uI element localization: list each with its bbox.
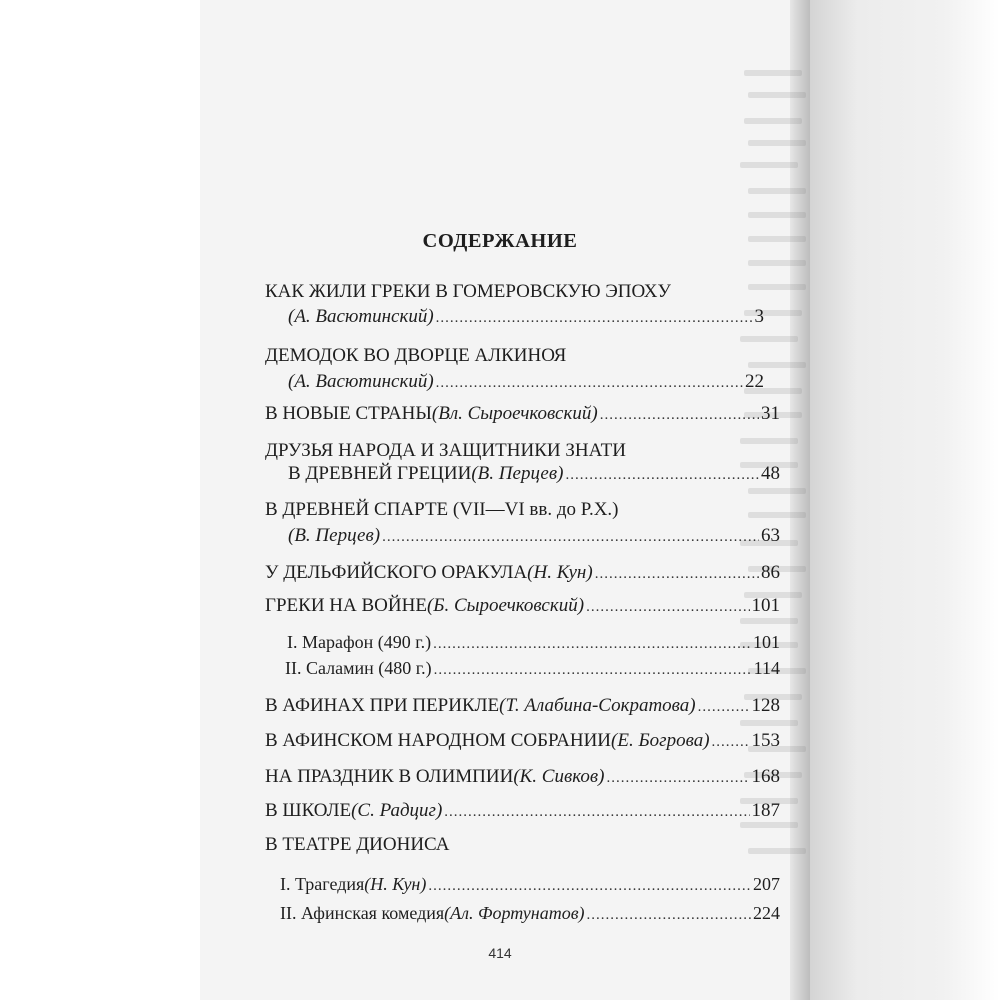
toc-entry: [265, 765, 780, 790]
toc-entry-page: 128: [751, 695, 780, 716]
toc-entry-page: 114: [753, 658, 780, 678]
toc-entry-title: ДЕМОДОК ВО ДВОРЦЕ АЛКИНОЯ: [265, 345, 567, 366]
leader-dots: [586, 595, 749, 619]
toc-entry: [265, 594, 780, 619]
leader-dots: [436, 371, 743, 395]
toc-entry: [288, 524, 780, 549]
toc-entry-page: 168: [751, 766, 780, 787]
toc-entry-title: В ДРЕВНЕЙ ГРЕЦИИ: [288, 463, 472, 484]
toc-entry: [265, 439, 785, 463]
toc-entry-author: (Н. Кун): [364, 874, 427, 894]
toc-entry: [288, 370, 764, 395]
toc-entry-page: 207: [753, 874, 780, 894]
toc-entry-author: (Вл. Сыроечковский): [431, 403, 598, 424]
toc-entry-title: В АФИНАХ ПРИ ПЕРИКЛЕ: [265, 695, 500, 716]
page-number: 414: [488, 945, 512, 961]
toc-entry-title: В НОВЫЕ СТРАНЫ: [265, 403, 432, 424]
leader-dots: [600, 403, 759, 427]
toc-entry: [265, 402, 780, 427]
toc-entry: [288, 462, 780, 487]
toc-entry-author: (К. Сивков): [513, 766, 605, 787]
toc-entry-title: В ТЕАТРЕ ДИОНИСА: [265, 834, 450, 855]
leader-dots: [436, 306, 753, 330]
leader-dots: [434, 658, 752, 682]
toc-entry-author: (Е. Богрова): [611, 730, 710, 751]
toc-entry: [265, 344, 785, 368]
toc-entry-author: (А. Васютинский): [288, 306, 434, 327]
contents-heading: СОДЕРЖАНИЕ: [422, 230, 578, 252]
toc-entry-author: (Б. Сыроечковский): [426, 595, 585, 616]
toc-entry-author: (В. Перцев): [288, 525, 381, 546]
leader-dots: [587, 903, 751, 927]
toc-entry-title: II. Афинская комедия: [280, 903, 445, 923]
leader-dots: [565, 463, 759, 487]
toc-subentry: [285, 656, 780, 682]
toc-entry: [265, 498, 785, 522]
toc-entry: [265, 694, 780, 719]
toc-entry-page: 101: [753, 632, 780, 652]
toc-entry-author: (Т. Алабина-Сократова): [499, 695, 696, 716]
toc-entry-page: 22: [745, 371, 764, 392]
toc-entry: [265, 729, 780, 754]
leader-dots: [698, 695, 750, 719]
toc-entry-page: 101: [751, 595, 780, 616]
toc-entry: [288, 305, 764, 330]
toc-entry: [265, 833, 780, 857]
toc-entry-page: 187: [751, 800, 780, 821]
toc-entry-page: 31: [761, 403, 780, 424]
toc-entry-title: ГРЕКИ НА ВОЙНЕ: [265, 595, 427, 616]
toc-entry: [265, 280, 785, 304]
leader-dots: [433, 632, 751, 656]
leader-dots: [444, 800, 749, 824]
toc-entry-author: (С. Радциг): [351, 800, 443, 821]
toc-entry-page: 3: [754, 306, 764, 327]
toc-subentry: [280, 901, 780, 927]
toc-entry-title: В ШКОЛЕ: [265, 800, 352, 821]
toc-subentry: [280, 872, 780, 898]
leader-dots: [428, 874, 751, 898]
toc-entry-title: В ДРЕВНЕЙ СПАРТЕ (VII—VI вв. до Р.Х.): [265, 499, 619, 520]
toc-entry-author: (А. Васютинский): [288, 371, 434, 392]
toc-entry-page: 224: [753, 903, 780, 923]
toc-entry: [265, 799, 780, 824]
leader-dots: [382, 525, 759, 549]
toc-entry-title: I. Трагедия: [280, 874, 365, 894]
toc-entry-author: (Н. Кун): [527, 562, 593, 583]
leader-dots: [606, 766, 749, 790]
toc-entry: [265, 561, 780, 586]
toc-entry-title: I. Марафон (490 г.): [287, 632, 432, 652]
toc-entry-title: КАК ЖИЛИ ГРЕКИ В ГОМЕРОВСКУЮ ЭПОХУ: [265, 281, 671, 302]
toc-entry-page: 153: [751, 730, 780, 751]
toc-entry-title: У ДЕЛЬФИЙСКОГО ОРАКУЛА: [265, 562, 528, 583]
toc-entry-author: (В. Перцев): [471, 463, 564, 484]
leader-dots: [712, 730, 750, 754]
toc-entry-title: В АФИНСКОМ НАРОДНОМ СОБРАНИИ: [265, 730, 612, 751]
toc-entry-author: (Ал. Фортунатов): [444, 903, 585, 923]
toc-entry-page: 48: [761, 463, 780, 484]
toc-entry-title: НА ПРАЗДНИК В ОЛИМПИИ: [265, 766, 514, 787]
toc-subentry: [287, 630, 780, 656]
toc-entry-title: ДРУЗЬЯ НАРОДА И ЗАЩИТНИКИ ЗНАТИ: [265, 440, 626, 461]
toc-entry-title: II. Саламин (480 г.): [285, 658, 432, 678]
toc-entry-page: 86: [761, 562, 780, 583]
toc-entry-page: 63: [761, 525, 780, 546]
leader-dots: [595, 562, 759, 586]
